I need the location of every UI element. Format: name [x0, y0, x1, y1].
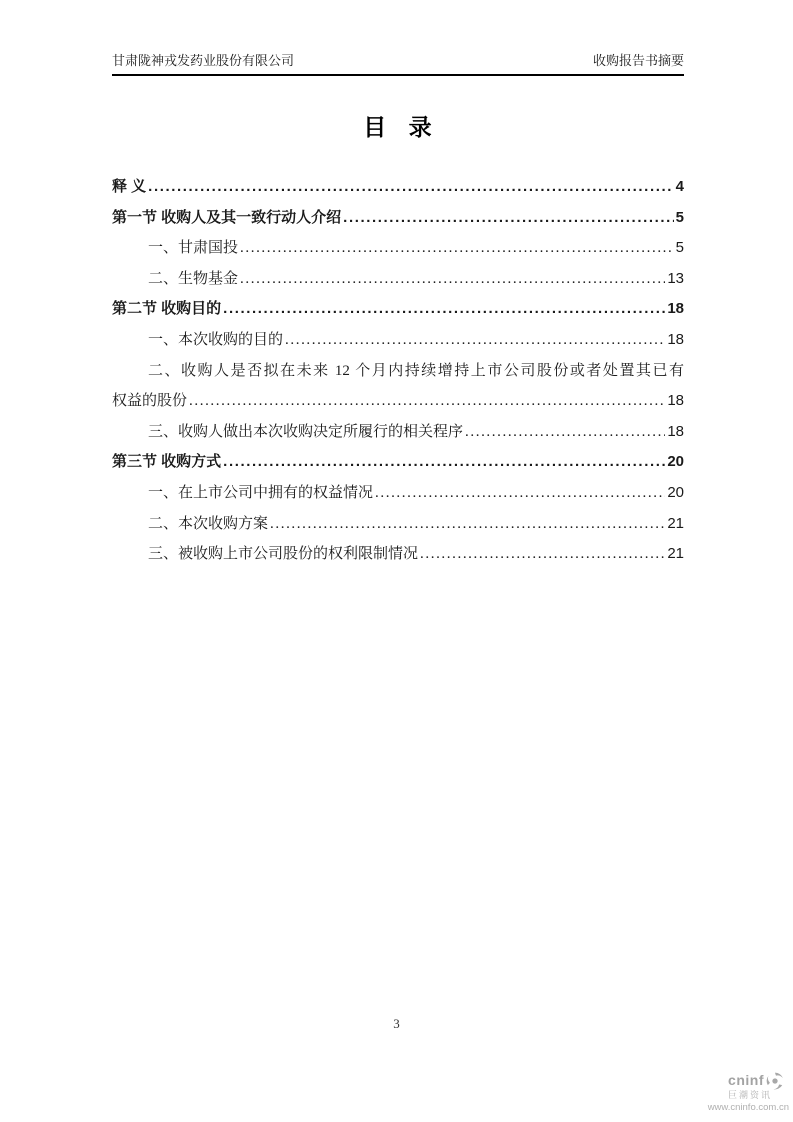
toc-entry-line: [112, 509, 684, 540]
toc-entry-text: 一、甘肃国投: [148, 240, 239, 257]
toc-dot-leader: [270, 509, 665, 540]
toc-entry: [112, 172, 684, 203]
page-title: 目 录: [363, 114, 433, 140]
cninfo-logo: [693, 1071, 789, 1113]
toc-entry-text: 二、本次收购方案: [148, 515, 269, 532]
toc-entry-line: [112, 203, 684, 234]
cninfo-logo-subtitle: 巨潮资讯: [727, 1090, 772, 1100]
toc-entry: [112, 539, 684, 570]
toc-dot-leader: [375, 478, 665, 509]
toc-entry-text: 二、生物基金: [148, 270, 239, 287]
toc-entry-page-number: 18: [667, 300, 684, 318]
toc-entry-line: [112, 447, 684, 478]
toc-entry-text: 三、被收购上市公司股份的权利限制情况: [148, 546, 419, 563]
toc-entry-page-number: 5: [675, 239, 684, 257]
toc-entry-line: [112, 478, 684, 509]
toc-entry-page-number: 13: [667, 269, 684, 287]
toc-entry-line: [112, 233, 684, 264]
toc-entry-text: 释 义: [112, 178, 147, 195]
cninfo-logo-top: [693, 1071, 789, 1091]
toc-entry-line: [112, 172, 684, 203]
toc-entry: [112, 478, 684, 509]
toc-entry-page-number: 20: [667, 453, 684, 471]
toc-entry-page-number: 18: [667, 392, 684, 410]
cninfo-logo-url: www.cninfo.com.cn: [707, 1101, 789, 1113]
toc-dot-leader: [343, 203, 673, 234]
toc-entry-text: 一、本次收购的目的: [148, 331, 284, 348]
toc-dot-leader: [223, 294, 665, 325]
toc-entry-line: [112, 386, 684, 417]
toc-dot-leader: [420, 539, 665, 570]
toc-entry-page-number: 20: [667, 483, 684, 501]
toc-entry: [112, 356, 684, 417]
toc-entry-text: 第三节 收购方式: [112, 453, 222, 471]
toc-entry-text: 第二节 收购目的: [112, 300, 222, 318]
cninfo-logo-text: cninf: [728, 1072, 764, 1089]
toc-entry-page-number: 18: [667, 330, 684, 348]
toc-entry-text: 权益的股份: [112, 393, 188, 410]
header-doc-type: 收购报告书摘要: [592, 53, 684, 68]
header-company-name: 甘肃陇神戎发药业股份有限公司: [112, 53, 295, 68]
toc-dot-leader: [240, 264, 665, 295]
toc-dot-leader: [223, 447, 665, 478]
toc-dot-leader: [465, 417, 665, 448]
toc-entry-page-number: 18: [667, 422, 684, 440]
toc-entry-text: 三、收购人做出本次收购决定所履行的相关程序: [148, 423, 464, 440]
toc-list: [112, 172, 684, 570]
toc-dot-leader: [285, 325, 665, 356]
page-header: [112, 0, 684, 76]
toc-entry: [112, 447, 684, 478]
toc-entry-line: [112, 325, 684, 356]
toc-entry: [112, 417, 684, 448]
toc-entry-page-number: 21: [667, 545, 684, 563]
toc-entry-page-number: 5: [675, 208, 684, 226]
toc-entry: [112, 233, 684, 264]
toc-dot-leader: [240, 233, 674, 264]
toc-entry-line: [112, 539, 684, 570]
toc-entry: [112, 264, 684, 295]
toc-entry-line: [112, 417, 684, 448]
page-number: 3: [393, 1016, 400, 1031]
toc-entry: [112, 509, 684, 540]
toc-entry: [112, 325, 684, 356]
toc-dot-leader: [189, 386, 665, 417]
toc-entry: [112, 294, 684, 325]
toc-dot-leader: [148, 172, 673, 203]
toc-entry: [112, 203, 684, 234]
toc-entry-line: [112, 294, 684, 325]
cninfo-swirl-icon: [765, 1071, 785, 1091]
toc-entry-page-number: 21: [667, 514, 684, 532]
toc-entry-page-number: 4: [675, 178, 684, 195]
toc-entry-text-line1: 二、收购人是否拟在未来 12 个月内持续增持上市公司股份或者处置其已有: [148, 362, 684, 379]
toc-entry-text: 一、在上市公司中拥有的权益情况: [148, 484, 374, 501]
toc-entry-text: 第一节 收购人及其一致行动人介绍: [112, 208, 342, 226]
toc-entry-line: [112, 264, 684, 295]
